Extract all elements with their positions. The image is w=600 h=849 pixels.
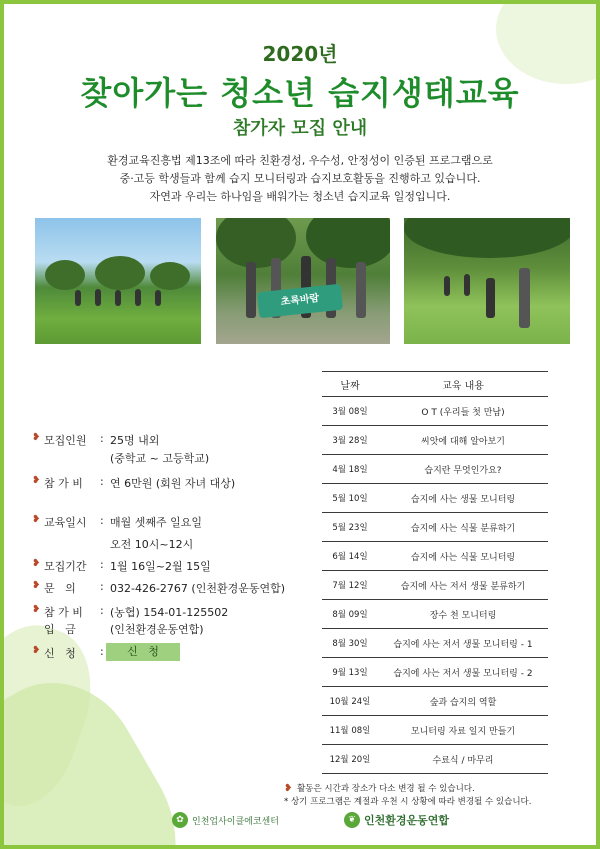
notes — [284, 782, 574, 809]
table-row: 10월 24일 숲과 습지의 역할 — [322, 687, 548, 716]
photo-group — [216, 218, 390, 344]
note-line: * 상기 프로그램은 계절과 우천 시 상황에 따라 변경될 수 있습니다. — [284, 797, 532, 807]
pin-icon: ❥ — [32, 604, 41, 615]
photo-banner: 초록바람 — [257, 284, 343, 319]
info-recruit-sub: (중학교 ~ 고등학교) — [110, 452, 210, 465]
photo-rice-field — [35, 218, 201, 344]
table-row: 12월 20일 수료식 / 마무리 — [322, 745, 548, 774]
poster-year: 2020년 — [262, 42, 338, 66]
info-recruit: ❥ 모집인원 : 25명 내외 — [32, 432, 160, 447]
note-line: ❥ 활동은 시간과 장소가 다소 변경 될 수 있습니다. — [284, 783, 475, 794]
table-row: 3월 28일 씨앗에 대해 알아보기 — [322, 426, 548, 455]
table-row: 5월 23일 습지에 사는 식물 분류하기 — [322, 513, 548, 542]
info-schedule-sub: 오전 10시~12시 — [110, 538, 194, 551]
schedule-table — [322, 371, 548, 774]
info-schedule: ❥ 교육일시 : 매월 셋째주 일요일 — [32, 514, 203, 529]
logo-incheon-kfem: ❦ 인천환경운동연합 — [344, 812, 449, 828]
table-row: 7월 12일 습지에 사는 저서 생물 분류하기 — [322, 571, 548, 600]
info-period: ❥ 모집기간 : 1월 16일~2월 15일 — [32, 558, 211, 573]
poster-subtitle: 참가자 모집 안내 — [232, 118, 368, 139]
table-row: 8월 30일 습지에 사는 저서 생물 모니터링 - 1 — [322, 629, 548, 658]
photo-strip — [35, 218, 565, 344]
logo-upcycle-center: ✿ 인천업사이클에코센터 — [172, 812, 279, 828]
intro-text — [44, 152, 556, 206]
pin-icon: ❥ — [32, 558, 41, 569]
info-fee: ❥ 참 가 비 : 연 6만원 (회원 자녀 대상) — [32, 475, 236, 490]
info-contact: ❥ 문 의 : 032-426-2767 (인천환경운동연합) — [32, 580, 286, 595]
pin-icon: ❥ — [32, 475, 41, 486]
intro-line: 자연과 우리는 하나임을 배워가는 청소년 습지교육 일정입니다. — [149, 190, 451, 203]
table-row: 4월 18일 습지란 무엇인가요? — [322, 455, 548, 484]
poster-title: 찾아가는 청소년 습지생태교육 — [80, 74, 520, 112]
apply-button[interactable]: 신 청 — [106, 643, 180, 661]
pin-icon: ❥ — [32, 432, 41, 443]
table-row: 9월 13일 습지에 사는 저서 생물 모니터링 - 2 — [322, 658, 548, 687]
info-deposit: ❥ 참 가 비 : (농협) 154-01-125502 — [32, 604, 229, 619]
sprout-icon: ✿ — [172, 812, 188, 828]
pin-icon: ❥ — [284, 783, 293, 794]
table-row: 8월 09일 장수 천 모니터링 — [322, 600, 548, 629]
pin-icon: ❥ — [32, 645, 41, 656]
pin-icon: ❥ — [32, 580, 41, 591]
pin-icon: ❥ — [32, 514, 41, 525]
intro-line: 환경교육진흥법 제13조에 따라 친환경성, 우수성, 안정성이 인증된 프로그램으로 — [107, 154, 493, 167]
table-row: 3월 08일 O T (우리들 첫 만남) — [322, 397, 548, 426]
leaf-icon: ❦ — [344, 812, 360, 828]
column-header-date: 날짜 — [322, 372, 378, 397]
table-header-row — [322, 372, 548, 397]
table-row: 11월 08일 모니터링 자료 일지 만들기 — [322, 716, 548, 745]
table-row: 6월 14일 습지에 사는 식물 모니터링 — [322, 542, 548, 571]
intro-line: 중·고등 학생들과 함께 습지 모니터링과 습지보호활동을 진행하고 있습니다. — [119, 172, 481, 185]
photo-wetland — [404, 218, 570, 344]
column-header-content: 교육 내용 — [378, 372, 548, 397]
info-apply: ❥ 신 청 : — [32, 645, 104, 660]
table-row: 5월 10일 습지에 사는 생물 모니터링 — [322, 484, 548, 513]
info-deposit-sub: 입 금 (인천환경운동연합) — [44, 623, 204, 636]
